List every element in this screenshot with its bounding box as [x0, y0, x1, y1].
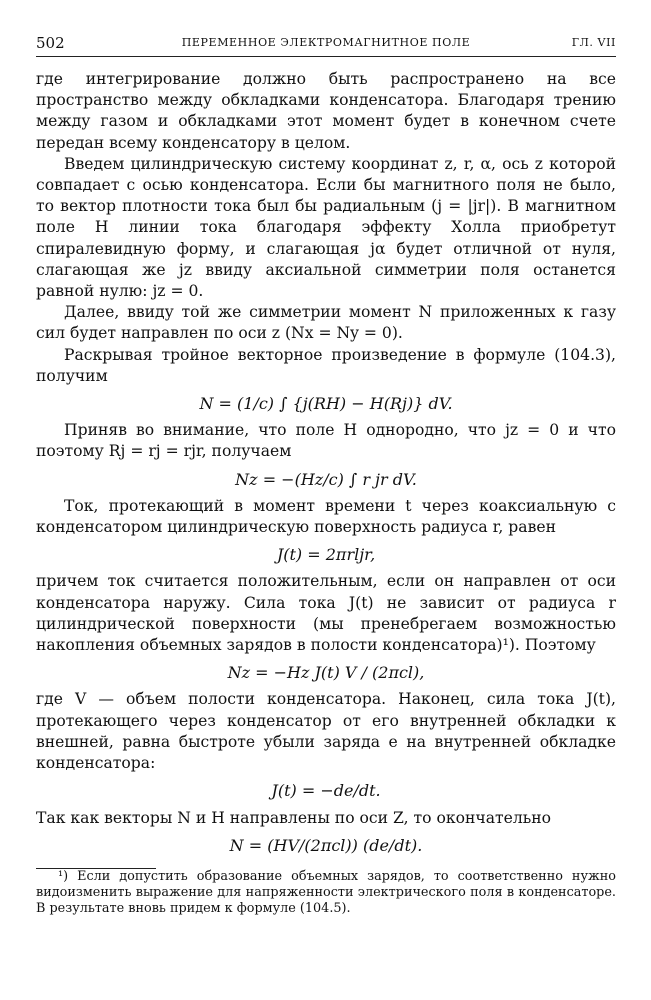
- footnote: ¹) Если допустить образование объемных зарядов, то соответственно нужно видоизменить выражение для напряженности электрического поля в конденсаторе. В результате вновь придем к формуле (104.5).: [36, 868, 616, 916]
- paragraph-5: Приняв во внимание, что поле H однородно, что jz = 0 и что поэтому Rj = rj = rjr, получаем: [36, 421, 616, 461]
- paragraph-1: где интегрирование должно быть распространено на все пространство между обкладками конденсатора. Благодаря трению между газом и обкладками этот момент будет в конечном счете передан всему конденсатору в целом.: [36, 70, 616, 152]
- formula-4: Nz = −Hz J(t) V / (2πcl),: [227, 663, 425, 683]
- paragraph-6: Ток, протекающий в момент времени t через коаксиальную с конденсатором цилиндрическую поверхность радиуса r, равен: [36, 496, 616, 537]
- paragraph-7: причем ток считается положительным, если он направлен от оси конденсатора наружу. Сила тока J(t) не зависит от радиуса r цилиндрической поверхности (мы пренебрегаем возможностью накопления объемных зарядов в полости конденсатора)¹). Поэтому: [36, 572, 616, 655]
- chapter-label: ГЛ. VII: [571, 36, 616, 49]
- paragraph-3: Далее, ввиду той же симметрии момент N приложенных к газу сил будет направлен по оси z (Nx = Ny = 0).: [36, 303, 616, 343]
- formula-3: J(t) = 2πrljr,: [276, 545, 376, 565]
- running-header: [36, 34, 616, 57]
- formula-5: J(t) = −de/dt.: [271, 781, 381, 801]
- book-page: [36, 34, 616, 917]
- paragraph-8: где V — объем полости конденсатора. Наконец, сила тока J(t), протекающего через конденсатор от его внутренней обкладки к внешней, равна быстроте убыли заряда e на внутренней обкладке конденсатора:: [36, 690, 616, 773]
- running-title: ПЕРЕМЕННОЕ ЭЛЕКТРОМАГНИТНОЕ ПОЛЕ: [181, 36, 471, 49]
- formula-1: N = (1/c) ∫ {j(RH) − H(Rj)} dV.: [199, 394, 453, 414]
- paragraph-2: Введем цилиндрическую систему координат z, r, α, ось z которой совпадает с осью конденсатора. Если бы магнитного поля не было, то вектор плотности тока был бы радиальным (j = |jr|). В магнитном поле H линии тока благодаря эффекту Холла приобретут спиралевидную форму, и слагающая jα будет отличной от нуля, слагающая же jz ввиду аксиальной симметрии поля останется равной нулю: jz = 0.: [36, 154, 616, 301]
- formula-2: Nz = −(Hz/c) ∫ r jr dV.: [235, 469, 417, 489]
- page-body: [36, 69, 616, 917]
- page-number: 502: [36, 34, 65, 52]
- paragraph-9: Так как векторы N и H направлены по оси Z, то окончательно: [36, 808, 552, 827]
- formula-6: N = (HV/(2πcl)) (de/dt).: [229, 835, 423, 855]
- paragraph-4: Раскрывая тройное векторное произведение в формуле (104.3), получим: [36, 345, 616, 385]
